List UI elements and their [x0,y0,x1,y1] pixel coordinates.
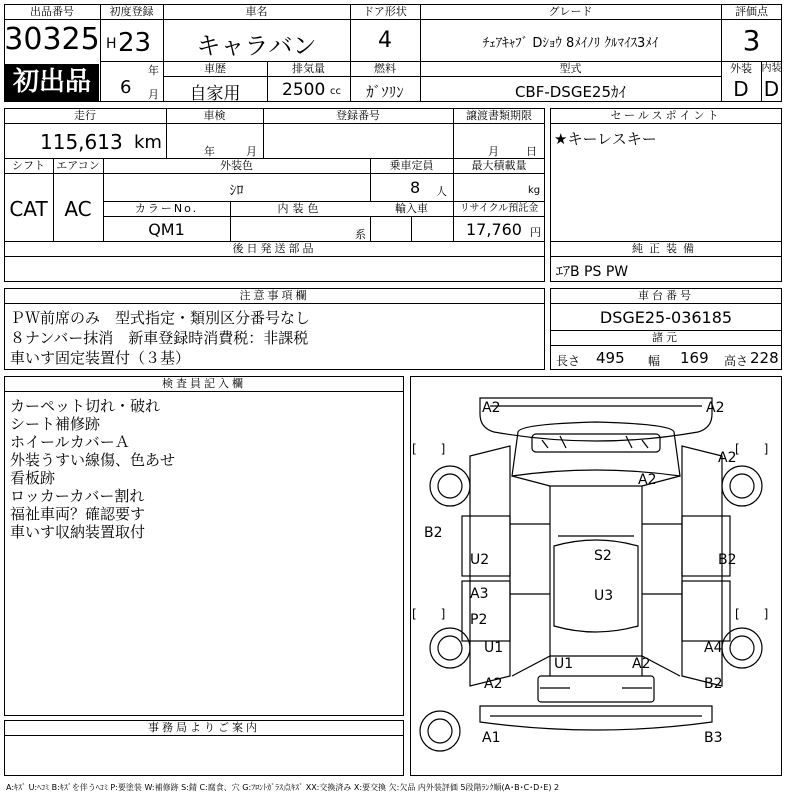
transfer-month-unit: 月 [488,145,499,158]
score-header: 評価点 [735,5,768,18]
first-reg-header: 初度登録 [109,5,154,18]
max-load-header: 最大積載量 [471,159,527,172]
damage-mark: A3 [470,586,489,602]
bracket-right-top: [ ] [735,442,769,456]
inspector-line-1: カーペット切れ・破れ [10,397,161,415]
lot-number: 30325 [4,22,100,57]
damage-mark: A2 [718,450,737,466]
car-name: キャラバン [196,32,317,60]
later-parts-header: 後日発送部品 [232,242,317,255]
history-value: 自家用 [189,84,241,104]
inspection-month-unit: 月 [246,145,257,158]
chassis-header: 車台番号 [638,289,694,302]
recycle-unit: 円 [530,226,541,239]
int-score-header: 内装 [761,63,782,74]
damage-mark: U1 [554,656,574,672]
inspector-line-7: 福祉車両？確認要す [10,505,146,523]
office-header: 事務局よりご案内 [148,721,260,734]
damage-mark: A1 [482,730,501,746]
grade-header: グレード [548,5,593,18]
transfer-docs-header: 譲渡書類期限 [466,109,532,122]
damage-mark: A4 [704,640,723,656]
capacity-header: 乗車定員 [389,159,434,172]
recycle-header: リサイクル預託金 [459,203,539,214]
bracket-left-bot: [ ] [412,607,446,621]
fuel-header: 燃料 [374,62,396,75]
dims-length-label: 長さ [556,354,581,368]
ext-color-value: ｼﾛ [229,183,244,199]
inspector-line-4: 外装うすい線傷、色あせ [10,451,176,469]
max-load-unit: kg [528,185,541,196]
int-color-unit: 系 [355,228,366,241]
doors-header: ドア形状 [363,5,407,18]
transfer-day-unit: 日 [526,145,537,158]
inspector-line-2: シート補修跡 [10,415,101,433]
int-color-header: 内装色 [277,202,323,215]
damage-mark: S2 [594,548,612,564]
dims-height-label: 高さ [724,354,749,368]
damage-mark: A2 [632,656,651,672]
displacement-header: 排気量 [292,62,325,75]
ext-score-header: 外装 [730,62,752,75]
displacement-value: 2500 [282,80,326,100]
recycle-value: 17,760 [466,220,522,239]
sales-points-value: ★キーレスキー [554,130,657,148]
color-no-value: QM1 [148,220,185,239]
aircon-value: AC [64,197,92,221]
damage-mark: B2 [704,676,723,692]
int-score: D [763,77,780,101]
dims-height: 228 [750,349,779,367]
inspector-line-3: ホイールカバーＡ [10,433,130,451]
model-value: CBF-DSGE25ｶｲ [514,83,627,101]
damage-mark: U1 [484,640,504,656]
dims-header: 諸元 [652,331,680,344]
grade-value: ﾁｪｱｷｬﾌﾞ Dｼｮｳ 8ﾒｲﾉﾘ ｸﾙﾏｲｽ3ﾒｲ [482,36,659,51]
import-header: 輸入車 [395,202,428,215]
first-reg-month-unit: 月 [148,88,159,101]
dims-width-label: 幅 [648,354,661,368]
inspector-line-8: 車いす収納装置取付 [10,523,146,541]
capacity-unit: 人 [436,185,447,198]
damage-mark: A2 [638,472,657,488]
sales-points-header: セールスポイント [610,109,722,122]
car-damage-diagram [410,376,782,776]
lot-header: 出品番号 [30,5,74,18]
score-value: 3 [742,24,761,57]
dims-length: 495 [596,349,625,367]
notes-line-1: ＰＷ前席のみ 型式指定・類別区分番号なし [10,309,311,327]
notes-header: 注意事項欄 [239,289,310,302]
car-name-header: 車名 [245,5,268,18]
damage-mark: A2 [484,676,503,692]
damage-mark: B2 [718,552,737,568]
first-reg-year-unit: 年 [148,64,159,77]
damage-mark: U3 [594,588,614,604]
first-listing-badge: 初出品 [5,64,99,101]
inspector-header: 検査員記入欄 [162,377,246,390]
displacement-unit: cc [330,86,341,97]
shift-value: CAT [9,197,48,221]
damage-mark: B2 [424,525,443,541]
mileage-value: 115,613 [40,130,123,154]
equipment-value: ｴｱB PS PW [556,264,629,280]
dims-width: 169 [680,349,709,367]
first-reg-era: H [106,36,117,52]
first-reg-month: 6 [120,77,132,98]
equipment-header: 純正装備 [632,242,700,255]
fuel-value: ｶﾞｿﾘﾝ [366,83,404,101]
first-reg-year: 23 [118,28,152,58]
notes-line-2: ８ナンバー抹消 新車登録時消費税：非課税 [10,329,309,347]
capacity-value: 8 [410,178,421,197]
damage-mark: P2 [470,612,488,628]
shift-header: シフト [12,159,45,172]
model-header: 型式 [559,62,582,75]
notes-line-3: 車いす固定装置付（３基） [10,349,191,367]
inspector-line-6: ロッカーカバー割れ [10,487,145,505]
damage-mark: A2 [482,400,501,416]
reg-no-header: 登録番号 [336,109,380,122]
ext-color-header: 外装色 [220,159,253,172]
damage-mark: B3 [704,730,723,746]
mileage-unit: km [134,132,162,153]
damage-mark: A2 [706,400,725,416]
damage-mark: U2 [470,552,490,568]
bracket-right-bot: [ ] [735,607,769,621]
bracket-left-top: [ ] [412,442,446,456]
mileage-header: 走行 [74,109,96,122]
inspection-header: 車検 [203,109,226,122]
legend: A:ｷｽﾞ U:ﾍｺﾐ B:ｷｽﾞを伴うﾍｺﾐ P:要塗装 W:補修跡 S:錆 C:腐食、穴 G:ﾌﾛﾝﾄｶﾞﾗｽ点ｷｽﾞ XX:交換済み X:要交換 欠:欠品 内外装評価 5段階ﾗﾝｸ順(A･B･C･D･E) 2 [6,783,560,792]
chassis-value: DSGE25-036185 [599,308,733,327]
color-no-header: カラーNo. [134,202,199,215]
ext-score: D [733,77,749,101]
inspector-line-5: 看板跡 [10,469,56,487]
inspection-year-unit: 年 [204,145,215,158]
doors-value: 4 [378,28,392,53]
history-header: 車歴 [204,62,226,75]
aircon-header: エアコン [56,159,100,172]
